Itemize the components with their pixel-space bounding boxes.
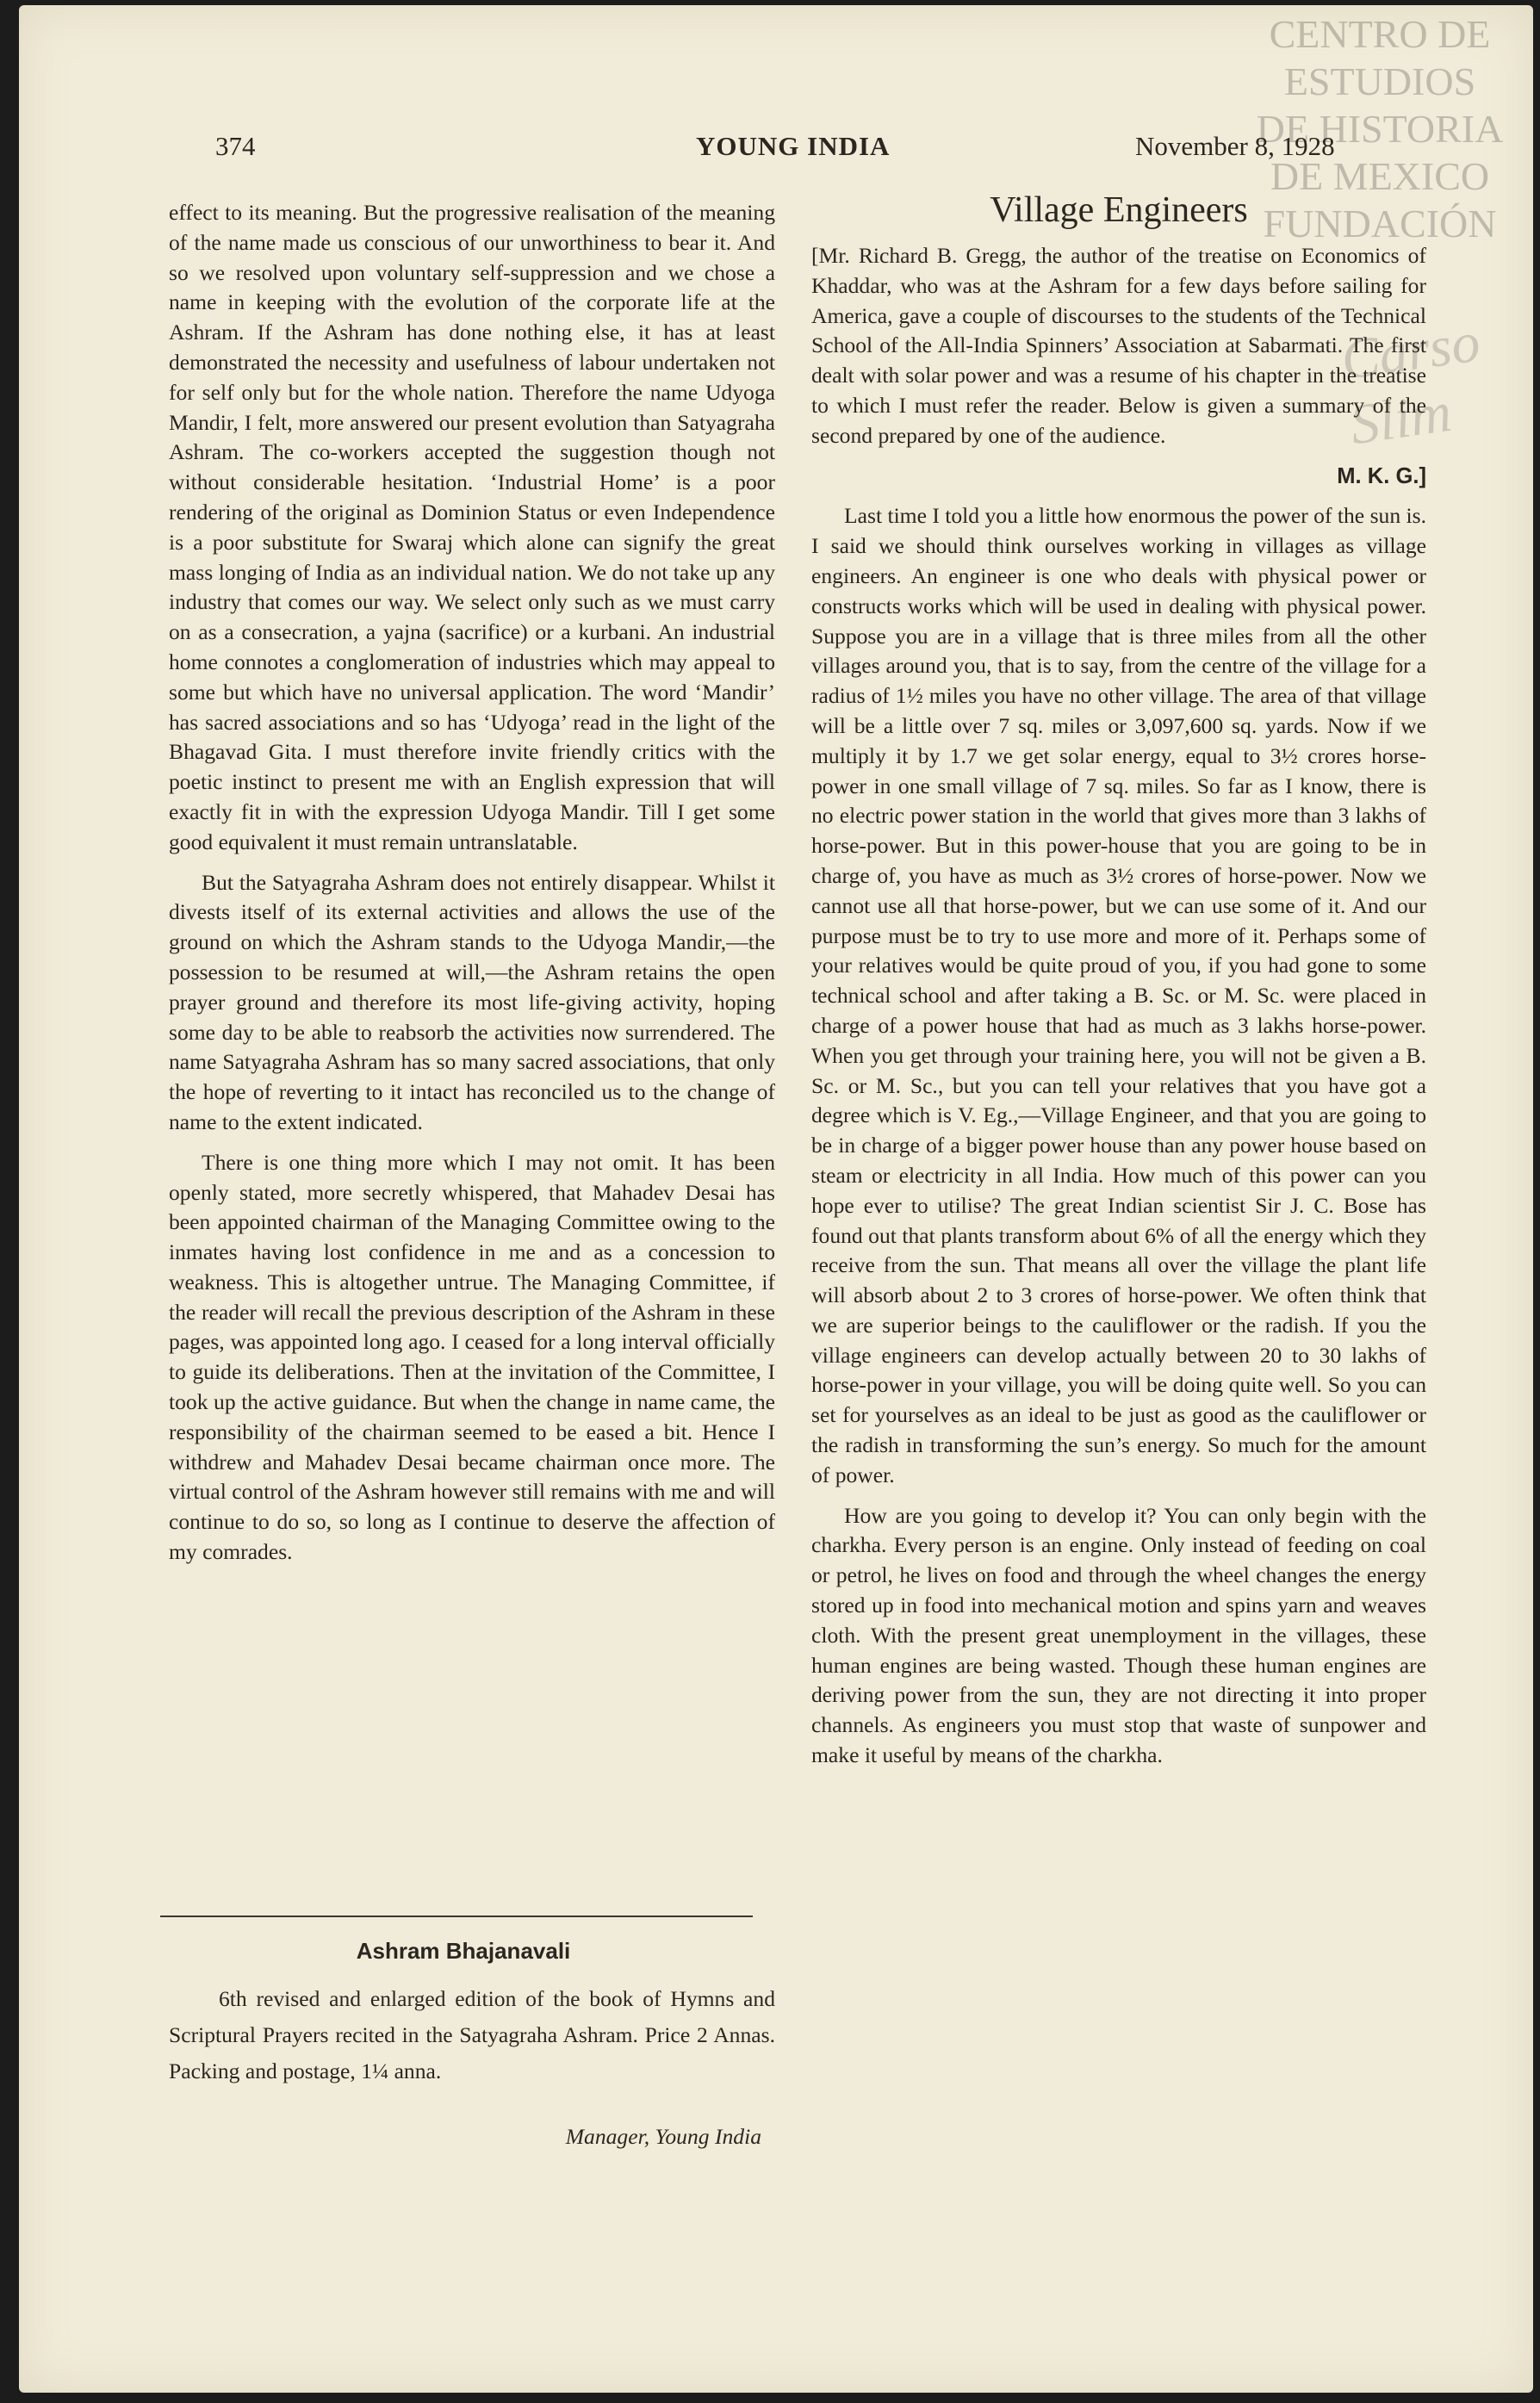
article-title: Village Engineers: [990, 190, 1248, 230]
issue-date: November 8, 1928: [1135, 131, 1335, 161]
notice-title: Ashram Bhajanavali: [356, 1938, 571, 1964]
masthead: YOUNG INDIA: [696, 131, 891, 161]
notice-signature: Manager, Young India: [565, 2124, 761, 2149]
archive-watermark: CENTRO DE ESTUDIOS DE HISTORIA DE MEXICO FUNDACIÓN: [1256, 12, 1504, 245]
watermark-signature: Carso Slim: [1337, 310, 1484, 457]
left-column: [169, 198, 775, 1578]
article-intro: [Mr. Richard B. Gregg, the author of the treatise on Economics of Khaddar, who was at the Ashram for a few days before sailing for America, gave a couple of discourses to the students of the Technical School of the All-India Spinners’ Association at Sabarmati. The first dealt with solar power and was a resume of his chapter in the treatise to which I must refer the reader. Below is given a summary of the second prepared by one of the audience.: [811, 243, 1426, 448]
paragraph: effect to its meaning. But the progressive realisation of the meaning of the name made us conscious of our unworthiness to bear it. And so we resolved upon voluntary self-suppression and we chose a name in keeping with the evolution of the corporate life at the Ashram. If the Ashram has done nothing else, it has at least demonstrated the necessity and usefulness of labour undertaken not for self only but for the whole nation. Therefore the name Udyoga Mandir, I felt, more answered our present evolution than Satyagraha Ashram. The co-workers accepted the suggestion though not without considerable hesitation. ‘Industrial Home’ is a poor rendering of the original as Dominion Status or even Independence is a poor substitute for Swaraj which alone can signify the great mass longing of India as an individual nation. We do not take up any industry that comes our way. We select only such as we must carry on as a consecration, a yajna (sacrifice) or a kurbani. An industrial home connotes a conglomeration of industries which may appeal to some but which have no universal application. The word ‘Mandir’ has sacred associations and so has ‘Udyoga’ read in the light of the Bhagavad Gita. I must therefore invite friendly critics with the poetic instinct to present me with an English expression that will exactly fit in with the expression Udyoga Mandir. Till I get some good equivalent it must remain untranslatable.: [169, 200, 775, 854]
paragraph: But the Satyagraha Ashram does not entirely disappear. Whilst it divests itself of its external activities and allows the use of the ground on which the Ashram stands to the Udyoga Mandir,—the possession to be resumed at will,—the Ashram retains the open prayer ground and therefore its most life-giving activity, hoping some day to be able to reabsorb the activities now surrendered. The name Satyagraha Ashram has so many sacred associations, that only the hope of reverting to it intact has reconciled us to the change of name to the extent indicated.: [169, 869, 775, 1134]
paragraph: How are you going to develop it? You can only begin with the charkha. Every person is an engine. Only instead of feeding on coal or petrol, he lives on food and through the wheel changes the energy stored up in food into mechanical motion and spins yarn and weaves cloth. With the present great unemployment in the villages, these human engines are being wasted. Though these human engines are deriving power from the sun, they are not directing it into proper channels. As engineers you must stop that waste of sunpower and make it useful by means of the charkha.: [811, 1502, 1426, 1768]
notice-body: 6th revised and enlarged edition of the book of Hymns and Scriptural Prayers recited in the Satyagraha Ashram. Price 2 Annas. Packing and postage, 1¼ anna.: [169, 1986, 775, 2083]
page-number: 374: [215, 131, 256, 161]
paragraph: There is one thing more which I may not omit. It has been openly stated, more secretly whispered, that Mahadev Desai has been appointed chairman of the Managing Committee owing to the inmates having lost confidence in me and as a concession to weakness. This is altogether untrue. The Managing Committee, if the reader will recall the previous description of the Ashram in these pages, was appointed long ago. I ceased for a long interval officially to guide its deliberations. Then at the invitation of the Committee, I took up the active guidance. But when the change in name came, the responsibility of the chairman seemed to be eased a bit. Hence I withdrew and Mahadev Desai became chairman once more. The virtual control of the Ashram however still remains with me and will continue to do so, so long as I continue to deserve the affection of my comrades.: [169, 1149, 775, 1565]
section-divider: [160, 1916, 753, 1917]
right-column: [811, 241, 1426, 1781]
intro-signature: M. K. G.]: [1337, 463, 1426, 488]
paragraph: Last time I told you a little how enormous the power of the sun is. I said we should think ourselves working in villages as village engineers. An engineer is one who deals with physical power or constructs works which will be used in dealing with physical power. Suppose you are in a village that is three miles from all the other villages around you, that is to say, from the centre of the village for a radius of 1½ miles you have no other village. The area of that village will be a little over 7 sq. miles or 3,097,600 sq. yards. Now if we multiply it by 1.7 we get solar energy, equal to 3½ crores horse-power in one small village of 7 sq. miles. So far as I know, there is no electric power station in the world that gives more than 3 lakhs of horse-power. But in this power-house that you are going to be in charge of, you have as much as 3½ crores of horse-power. Now we cannot use all that horse-power, but we can use some of it. And our purpose must be to try to use more and more of it. Perhaps some of your relatives would be quite proud of you, if you had gone to some technical school and after taking a B. Sc. or M. Sc. were placed in charge of a power house that had as much as 3 lakhs horse-power. When you get through your training here, you will not be given a B. Sc. or M. Sc., but you can tell your relatives that you have got a degree which is V. Eg.,—Village Engineer, and that you are going to be in charge of a bigger power house than any power house based on steam or electricity in all India. How much of this power can you hope ever to utilise? The great Indian scientist Sir J. C. Bose has found out that plants transform about 6% of all the energy which they receive from the sun. That means all over the village the plant life will absorb about 2 to 3 crores of horse-power. We often think that we are superior beings to the cauliflower or the radish. If you the village engineers can develop actually between 20 to 30 lakhs of horse-power in your village, you will be doing quite well. So you can set for yourselves as an ideal to be just as good as the cauliflower or the radish in transforming the sun’s energy. So much for the amount of power.: [811, 503, 1426, 1487]
